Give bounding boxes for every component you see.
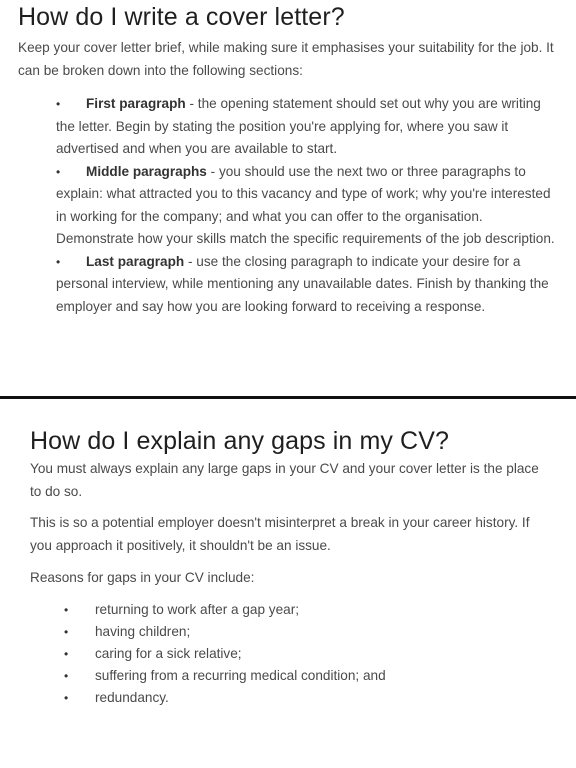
cover-letter-sections-list: [56, 93, 556, 318]
cv-gaps-reasons-list: [64, 599, 544, 709]
cv-gaps-paragraph-1: You must always explain any large gaps in your CV and your cover letter is the place to do so.: [30, 461, 539, 499]
cover-letter-title: How do I write a cover letter?: [18, 3, 345, 31]
list-item: [64, 599, 544, 621]
list-item: [64, 643, 544, 665]
reason-text: redundancy.: [95, 690, 169, 705]
list-item: [56, 161, 556, 251]
bullet-icon: •: [64, 669, 69, 683]
bullet-icon: •: [64, 691, 69, 705]
bullet-icon: •: [64, 625, 69, 639]
cv-gaps-paragraph-2: This is so a potential employer doesn't misinterpret a break in your career history. If you approach it positively, it shouldn't be an issue.: [30, 515, 530, 553]
list-item: [64, 665, 544, 687]
cover-letter-intro: Keep your cover letter brief, while making sure it emphasises your suitability for the job. It can be broken down into the following sections:: [18, 40, 554, 78]
section-text: - the opening statement should set out why you are writing the letter. Begin by stating the position you're applying for, where you saw it advertised and when you are available to start.: [56, 96, 541, 156]
bullet-icon: •: [56, 254, 61, 269]
list-item: [64, 687, 544, 709]
section-heading: Middle paragraphs: [86, 163, 207, 179]
reason-text: caring for a sick relative;: [95, 646, 242, 661]
bullet-icon: •: [64, 647, 69, 661]
list-item: [56, 251, 556, 319]
reason-text: having children;: [95, 624, 191, 639]
bullet-icon: •: [64, 603, 69, 617]
cv-gaps-title: How do I explain any gaps in my CV?: [30, 427, 449, 455]
section-text: - use the closing paragraph to indicate your desire for a personal interview, while mentioning any unavailable dates. Finish by thanking the employer and say how you are looking forward to receiving a response.: [56, 253, 549, 314]
cv-gaps-section: [0, 396, 576, 768]
reason-text: suffering from a recurring medical condition; and: [95, 668, 386, 683]
section-heading: Last paragraph: [86, 253, 185, 269]
list-item: [56, 93, 556, 161]
section-heading: First paragraph: [86, 96, 186, 111]
bullet-icon: •: [56, 164, 61, 179]
reason-text: returning to work after a gap year;: [95, 602, 300, 617]
section-text: - you should use the next two or three paragraphs to explain: what attracted you to this vacancy and type of work; why you're interested in working for the company; and what you can offer to the organisation. Demonstrate how your skills match the specific requirements of the job description.: [56, 163, 555, 246]
cv-gaps-paragraph-3: Reasons for gaps in your CV include:: [30, 570, 255, 585]
list-item: [64, 621, 544, 643]
bullet-icon: •: [56, 97, 61, 111]
